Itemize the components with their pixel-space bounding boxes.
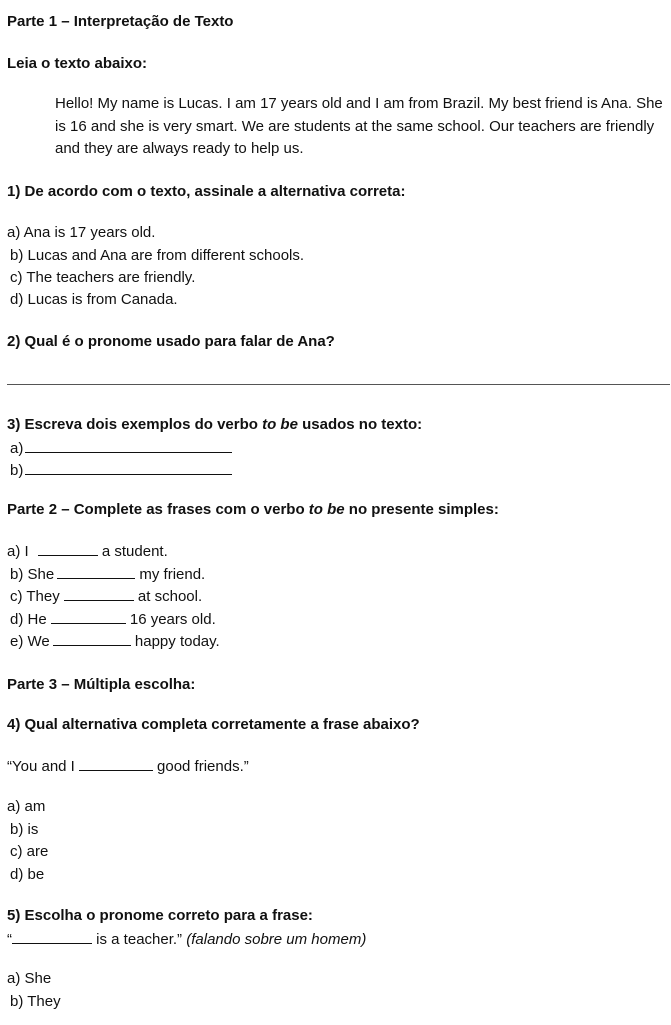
question-4-blank[interactable] bbox=[79, 757, 153, 771]
part2-item-e: e) We happy today. bbox=[10, 633, 220, 650]
part2-item-a: a) I a student. bbox=[7, 543, 168, 560]
part2-blank-d[interactable] bbox=[51, 610, 126, 624]
question-3-item-a bbox=[10, 439, 232, 458]
question-3-title: 3) Escreva dois exemplos do verbo to be usados no texto: bbox=[7, 416, 423, 433]
question-1-title: 1) De acordo com o texto, assinale a alternativa correta: bbox=[7, 183, 406, 200]
part2-item-d: d) He 16 years old. bbox=[10, 611, 216, 628]
question-3-label-a: a) bbox=[10, 440, 24, 457]
question-2-answer-line[interactable] bbox=[7, 384, 670, 385]
question-5-sentence: “ is a teacher.” (falando sobre um homem) bbox=[7, 931, 367, 948]
question-4-option-a: a) am bbox=[7, 798, 46, 815]
question-5-note: (falando sobre um homem) bbox=[186, 931, 367, 948]
part3-title: Parte 3 – Múltipla escolha: bbox=[7, 676, 196, 693]
question-5-blank[interactable] bbox=[12, 930, 92, 944]
question-2-title: 2) Qual é o pronome usado para falar de Ana? bbox=[7, 333, 335, 350]
part2-blank-e[interactable] bbox=[53, 632, 131, 646]
question-4-option-d: d) be bbox=[10, 866, 45, 883]
part2-blank-a[interactable] bbox=[38, 542, 98, 556]
part1-title: Parte 1 – Interpretação de Texto bbox=[7, 13, 234, 30]
question-1-option-b: b) Lucas and Ana are from different schools. bbox=[10, 247, 305, 264]
part1-instruction: Leia o texto abaixo: bbox=[7, 55, 148, 72]
question-1-option-a: a) Ana is 17 years old. bbox=[7, 224, 156, 241]
question-4-sentence: “You and I good friends.” bbox=[7, 758, 249, 775]
question-1-option-d: d) Lucas is from Canada. bbox=[10, 291, 178, 308]
question-1-option-c: c) The teachers are friendly. bbox=[10, 269, 196, 286]
question-4-option-b: b) is bbox=[10, 821, 39, 838]
question-4-title: 4) Qual alternativa completa corretamente a frase abaixo? bbox=[7, 716, 420, 733]
part2-item-b: b) She my friend. bbox=[10, 566, 206, 583]
question-3-label-b: b) bbox=[10, 462, 24, 479]
question-5-option-b: b) They bbox=[10, 993, 61, 1010]
question-5-title: 5) Escolha o pronome correto para a frase: bbox=[7, 907, 313, 924]
part2-item-c: c) They at school. bbox=[10, 588, 203, 605]
question-4-option-c: c) are bbox=[10, 843, 49, 860]
question-3-item-b bbox=[10, 461, 232, 480]
reading-passage: Hello! My name is Lucas. I am 17 years old and I am from Brazil. My best friend is Ana. She is 16 and she is very smart. We are students at the same school. Our teachers are friendly and they are always ready to help us. bbox=[55, 95, 663, 157]
question-3-blank-b[interactable] bbox=[25, 461, 232, 475]
part2-blank-c[interactable] bbox=[64, 587, 134, 601]
part2-title: Parte 2 – Complete as frases com o verbo to be no presente simples: bbox=[7, 501, 499, 518]
question-5-option-a: a) She bbox=[7, 970, 52, 987]
question-3-blank-a[interactable] bbox=[25, 439, 232, 453]
part2-blank-b[interactable] bbox=[57, 565, 135, 579]
